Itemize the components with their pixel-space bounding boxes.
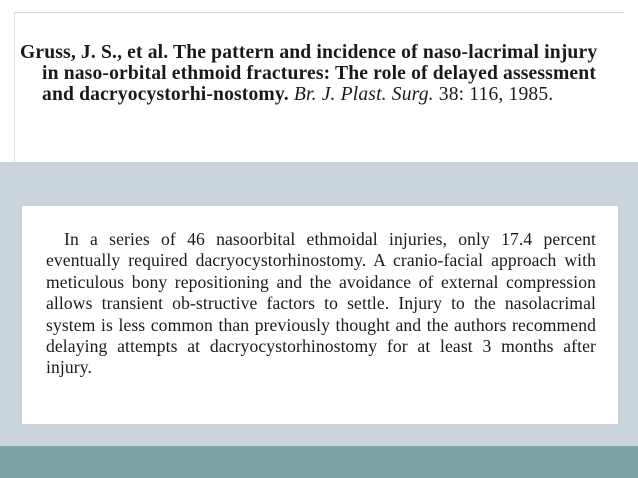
left-divider — [14, 12, 15, 162]
citation-details: 38: 116, 1985. — [433, 84, 554, 106]
citation-text — [20, 42, 610, 106]
citation-journal: Br. J. Plast. Surg. — [293, 84, 434, 106]
cropped-signature-fragment — [414, 418, 534, 426]
footer-bar — [0, 446, 638, 478]
citation-authors-title: Gruss, J. S., et al. The pattern and incidence of naso-lacrimal injury in naso-orbital ethmoid fractures: The role of delayed assessment and dacryocystorhi-nostomy. — [20, 42, 598, 106]
abstract-text: In a series of 46 nasoorbital ethmoidal injuries, only 17.4 percent eventually required dacryocystorhinostomy. A cranio-facial approach with meticulous bony repositioning and the avoidance of external compression allows transient ob-structive factors to settle. Injury to the nasolacrimal system is less common than previously thought and the authors recommend delaying attempts at dacryocystorhinostomy for at least 3 months after injury. — [46, 229, 596, 378]
top-divider — [14, 12, 624, 13]
